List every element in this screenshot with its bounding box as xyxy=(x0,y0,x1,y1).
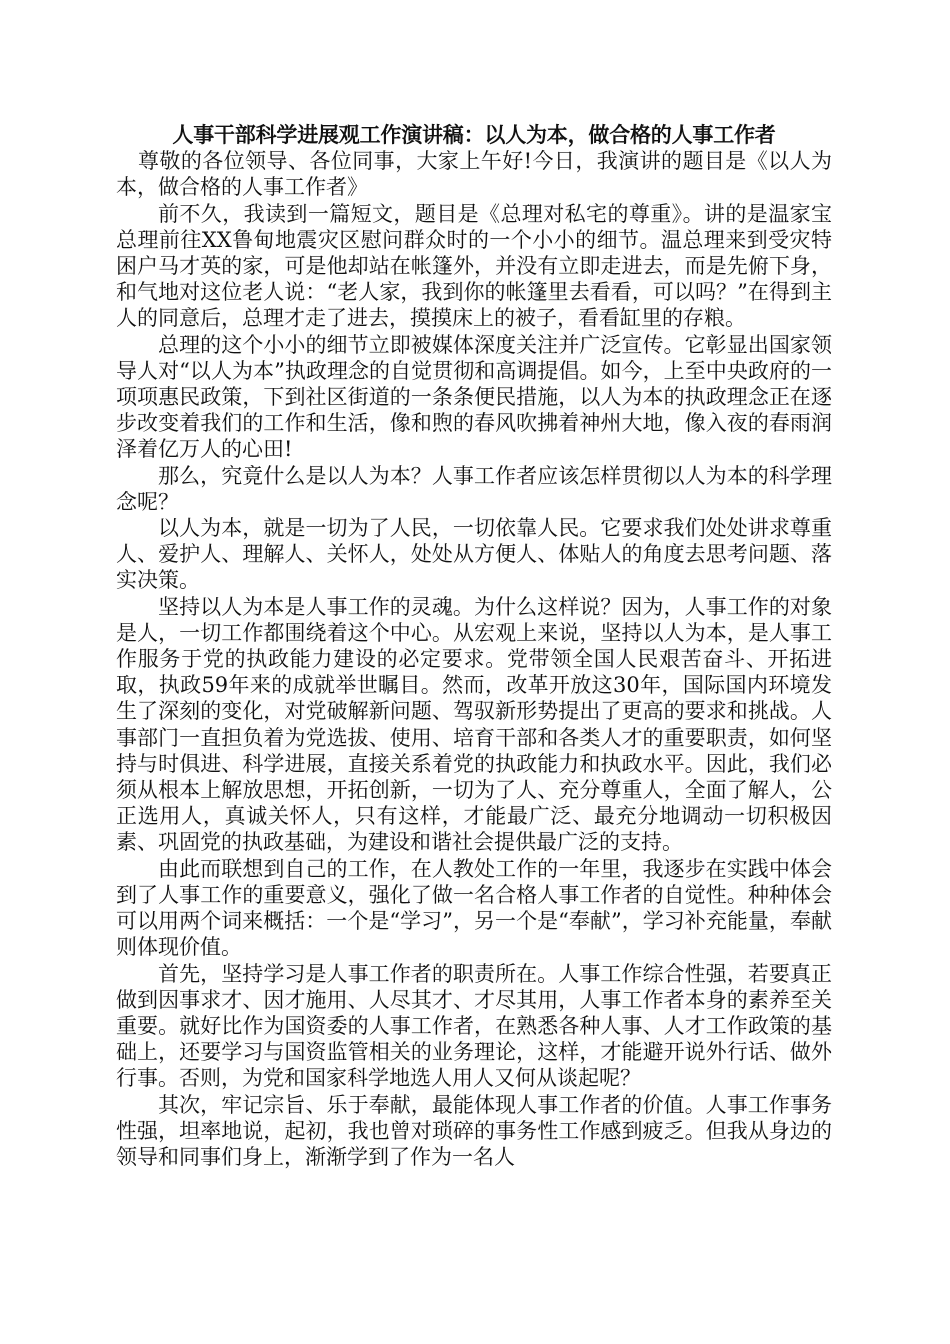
paragraph-4: 以人为本，就是一切为了人民，一切依靠人民。它要求我们处处讲求尊重人、爱护人、理解人、关怀人，处处从方便人、体贴人的角度去思考问题、落实决策。 xyxy=(116,516,832,593)
paragraph-1: 前不久，我读到一篇短文，题目是《总理对私宅的尊重》。讲的是温家宝总理前往XX鲁甸地震灾区慰问群众时的一个小小的细节。温总理来到受灾特困户马才英的家，可是他却站在帐篷外，并没有立即走进去，而是先俯下身，和气地对这位老人说：“老人家，我到你的帐篷里去看看，可以吗？”在得到主人的同意后，总理才走了进去，摸摸床上的被子，看看缸里的存粮。 xyxy=(116,201,832,331)
paragraph-8: 其次，牢记宗旨、乐于奉献，最能体现人事工作者的价值。人事工作事务性强，坦率地说，起初，我也曾对琐碎的事务性工作感到疲乏。但我从身边的领导和同事们身上，渐渐学到了作为一名人 xyxy=(116,1092,832,1169)
document-body xyxy=(116,122,832,1170)
paragraph-2: 总理的这个小小的细节立即被媒体深度关注并广泛宣传。它彰显出国家领导人对“以人为本”执政理念的自觉贯彻和高调提倡。如今，上至中央政府的一项项惠民政策，下到社区街道的一条条便民措施，以人为本的执政理念正在逐步改变着我们的工作和生活，像和煦的春风吹拂着神州大地，像入夜的春雨润泽着亿万人的心田! xyxy=(116,332,832,462)
paragraph-5: 坚持以人为本是人事工作的灵魂。为什么这样说？因为，人事工作的对象是人，一切工作都围绕着这个中心。从宏观上来说，坚持以人为本，是人事工作服务于党的执政能力建设的必定要求。党带领全国人民艰苦奋斗、开拓进取，执政59年来的成就举世瞩目。然而，改革开放这30年，国际国内环境发生了深刻的变化，对党破解新问题、驾驭新形势提出了更高的要求和挑战。人事部门一直担负着为党选拔、使用、培育干部和各类人才的重要职责，如何坚持与时俱进、科学进展，直接关系着党的执政能力和执政水平。因此，我们必须从根本上解放思想，开拓创新，一切为了人、充分尊重人，全面了解人，公正选用人，真诚关怀人，只有这样，才能最广泛、最充分地调动一切积极因素、巩固党的执政基础，为建设和谐社会提供最广泛的支持。 xyxy=(116,594,832,855)
paragraph-7: 首先，坚持学习是人事工作者的职责所在。人事工作综合性强，若要真正做到因事求才、因才施用、人尽其才、才尽其用，人事工作者本身的素养至关重要。就好比作为国资委的人事工作者，在熟悉各种人事、人才工作政策的基础上，还要学习与国资监管相关的业务理论，这样，才能避开说外行话、做外行事。否则，为党和国家科学地选人用人又何从谈起呢？ xyxy=(116,961,832,1091)
greeting-paragraph: 尊敬的各位领导、各位同事，大家上午好!今日，我演讲的题目是《以人为本，做合格的人事工作者》 xyxy=(116,149,832,200)
document-title: 人事干部科学进展观工作演讲稿：以人为本，做合格的人事工作者 xyxy=(172,122,776,147)
paragraph-3: 那么，究竟什么是以人为本？人事工作者应该怎样贯彻以人为本的科学理念呢？ xyxy=(116,463,832,514)
paragraph-6: 由此而联想到自己的工作，在人教处工作的一年里，我逐步在实践中体会到了人事工作的重要意义，强化了做一名合格人事工作者的自觉性。种种体会可以用两个词来概括：一个是“学习”，另一个是“奉献”，学习补充能量，奉献则体现价值。 xyxy=(116,856,832,960)
